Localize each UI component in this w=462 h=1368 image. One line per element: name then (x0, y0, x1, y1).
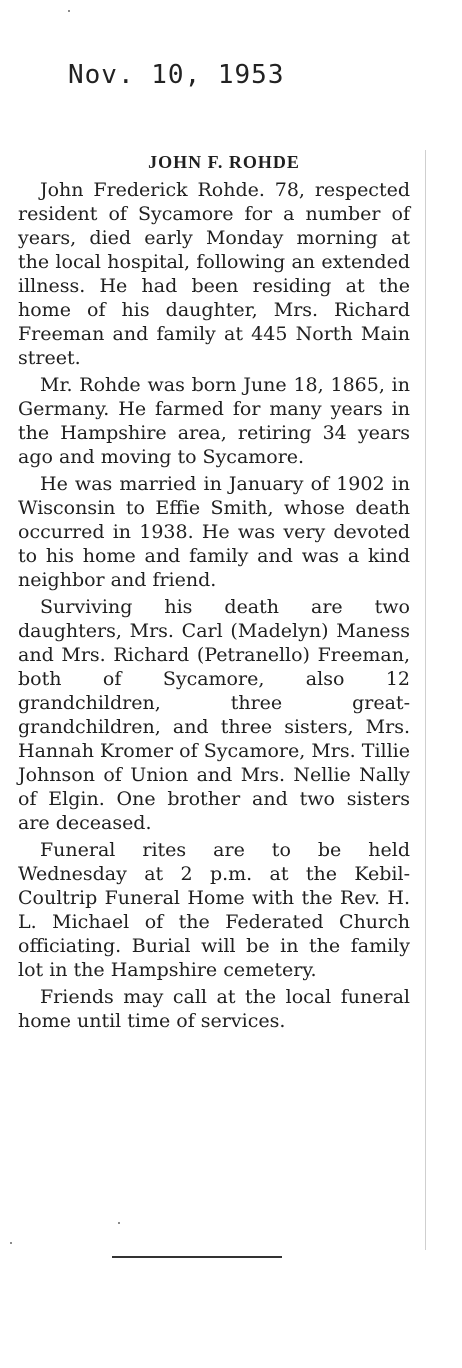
closing-rule (112, 1256, 282, 1258)
obituary-paragraph: Friends may call at the local funeral home until time of services. (18, 986, 410, 1032)
clipping-edge (425, 150, 426, 1250)
obituary-paragraph: John Frederick Rohde. 78, respected resident of Sycamore for a number of years, died early Monday morning at the local hospital, following an extended illness. He had been residing at the home of his daughter, Mrs. Richard Freeman and family at 445 North Main street. (18, 179, 410, 369)
speck (68, 10, 70, 12)
obituary-paragraph: Mr. Rohde was born June 18, 1865, in Germany. He farmed for many years in the Hampshire area, retiring 34 years ago and moving to Sycamore. (18, 374, 410, 468)
clipping-date: Nov. 10, 1953 (68, 60, 285, 90)
obituary-paragraph: He was married in January of 1902 in Wisconsin to Effie Smith, whose death occurred in 1938. He was very devoted to his home and family and was a kind neighbor and friend. (18, 473, 410, 591)
speck (10, 1242, 12, 1244)
obituary-headline: JOHN F. ROHDE (148, 152, 300, 172)
obituary-paragraph: Surviving his death are two daughters, Mrs. Carl (Madelyn) Maness and Mrs. Richard (Petranello) Freeman, both of Sycamore, also 12 grandchildren, three great-grandchildren, and three sisters, Mrs. Hannah Kromer of Sycamore, Mrs. Tillie Johnson of Union and Mrs. Nellie Nally of Elgin. One brother and two sisters are deceased. (18, 596, 410, 834)
obituary-article (18, 150, 410, 1036)
speck (118, 1222, 120, 1224)
obituary-paragraph: Funeral rites are to be held Wednesday at 2 p.m. at the Kebil-Coultrip Funeral Home with the Rev. H. L. Michael of the Federated Church officiating. Burial will be in the family lot in the Hampshire cemetery. (18, 839, 410, 981)
